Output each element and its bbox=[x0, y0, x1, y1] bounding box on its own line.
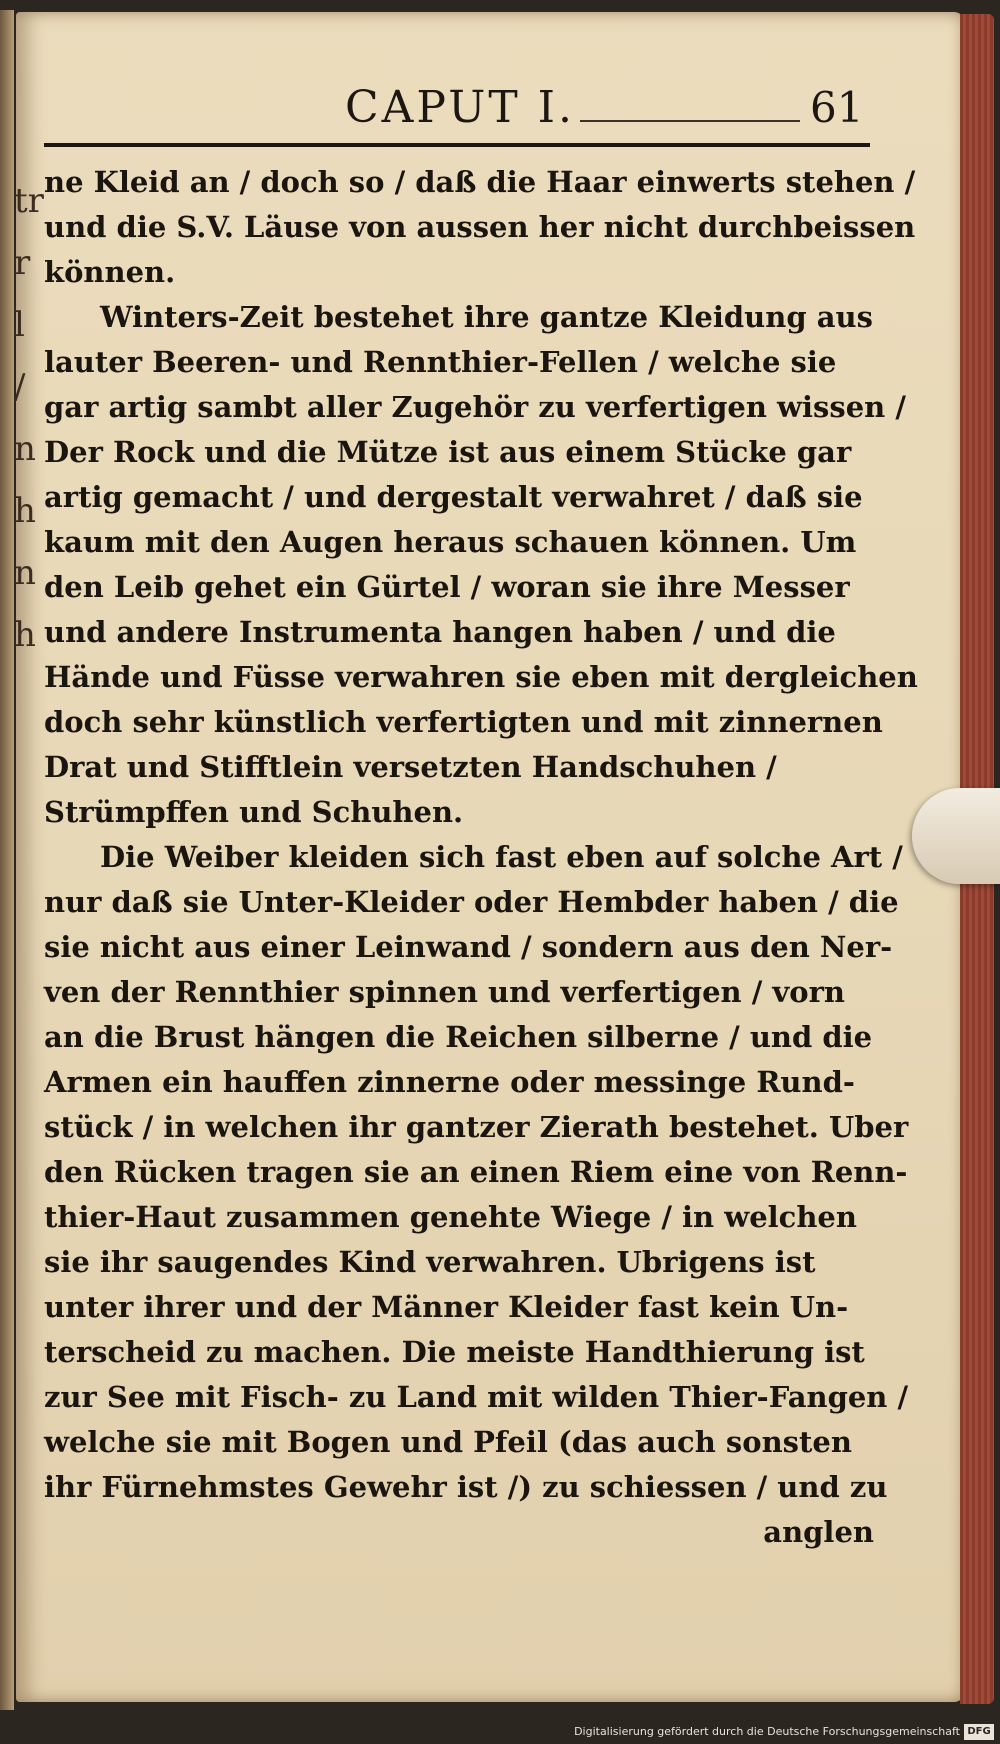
text-line: zur See mit Fisch- zu Land mit wilden Thier-Fangen / bbox=[44, 1380, 909, 1414]
margin-fragment: n bbox=[14, 429, 36, 469]
text-line: lauter Beeren- und Rennthier-Fellen / welche sie bbox=[44, 345, 837, 379]
text-line: den Leib gehet ein Gürtel / woran sie ihre Messer bbox=[44, 570, 850, 604]
text-line: doch sehr künstlich verfertigten und mit zinnernen bbox=[44, 705, 883, 739]
margin-fragment: h bbox=[14, 615, 36, 655]
text-line: stück / in welchen ihr gantzer Zierath bestehet. Uber bbox=[44, 1110, 909, 1144]
text-line: unter ihrer und der Männer Kleider fast kein Un- bbox=[44, 1290, 849, 1324]
text-line: den Rücken tragen sie an einen Riem eine von Renn- bbox=[44, 1155, 908, 1189]
catchword: anglen bbox=[763, 1515, 874, 1549]
text-line: Der Rock und die Mütze ist aus einem Stücke gar bbox=[44, 435, 852, 469]
previous-page-edge bbox=[0, 10, 14, 1710]
text-line: sie nicht aus einer Leinwand / sondern aus den Ner- bbox=[44, 930, 893, 964]
text-line: terscheid zu machen. Die meiste Handthierung ist bbox=[44, 1335, 865, 1369]
text-line: gar artig sambt aller Zugehör zu verfertigen wissen / bbox=[44, 390, 906, 424]
text-line: nur daß sie Unter-Kleider oder Hembder haben / die bbox=[44, 885, 899, 919]
header-rule bbox=[44, 143, 870, 147]
text-line: Winters-Zeit bestehet ihre gantze Kleidung aus bbox=[100, 300, 873, 334]
page-number: 61 bbox=[810, 83, 864, 132]
text-line: Strümpffen und Schuhen. bbox=[44, 795, 464, 829]
body-text bbox=[44, 160, 918, 1580]
margin-fragment: / bbox=[14, 367, 26, 407]
margin-fragment: r bbox=[14, 243, 31, 283]
text-line: kaum mit den Augen heraus schauen können. Um bbox=[44, 525, 857, 559]
text-line: und andere Instrumenta hangen haben / und die bbox=[44, 615, 836, 649]
text-line: welche sie mit Bogen und Pfeil (das auch sonsten bbox=[44, 1425, 852, 1459]
text-line: ne Kleid an / doch so / daß die Haar einwerts stehen / bbox=[44, 165, 916, 199]
margin-fragment: l bbox=[14, 305, 25, 345]
text-line: Armen ein hauffen zinnerne oder messinge Rund- bbox=[44, 1065, 855, 1099]
text-line: thier-Haut zusammen genehte Wiege / in welchen bbox=[44, 1200, 857, 1234]
text-line: Hände und Füsse verwahren sie eben mit dergleichen bbox=[44, 660, 918, 694]
header-fill-rule bbox=[580, 120, 800, 122]
text-line: an die Brust hängen die Reichen silberne / und die bbox=[44, 1020, 873, 1054]
margin-fragment: h bbox=[14, 491, 36, 531]
text-line: Die Weiber kleiden sich fast eben auf solche Art / bbox=[100, 840, 903, 874]
margin-fragment: tr bbox=[14, 181, 44, 221]
text-line: ven der Rennthier spinnen und verfertigen / vorn bbox=[44, 975, 845, 1009]
text-line: und die S.V. Läuse von aussen her nicht durchbeissen bbox=[44, 210, 916, 244]
text-line: ihr Fürnehmstes Gewehr ist /) zu schiessen / und zu bbox=[44, 1470, 888, 1504]
dfg-logo: DFG bbox=[964, 1724, 994, 1740]
digitization-credit: Digitalisierung gefördert durch die Deutsche Forschungsgemeinschaft bbox=[574, 1725, 960, 1738]
margin-fragment: n bbox=[14, 553, 36, 593]
previous-page-margin-text bbox=[14, 170, 44, 655]
text-line: sie ihr saugendes Kind verwahren. Ubrigens ist bbox=[44, 1245, 816, 1279]
text-line: artig gemacht / und dergestalt verwahret / daß sie bbox=[44, 480, 863, 514]
text-line: Drat und Stifftlein versetzten Handschuhen / bbox=[44, 750, 777, 784]
bookmark-tab bbox=[912, 788, 1000, 884]
running-head-title: CAPUT I. bbox=[344, 82, 576, 133]
text-line: können. bbox=[44, 255, 176, 289]
